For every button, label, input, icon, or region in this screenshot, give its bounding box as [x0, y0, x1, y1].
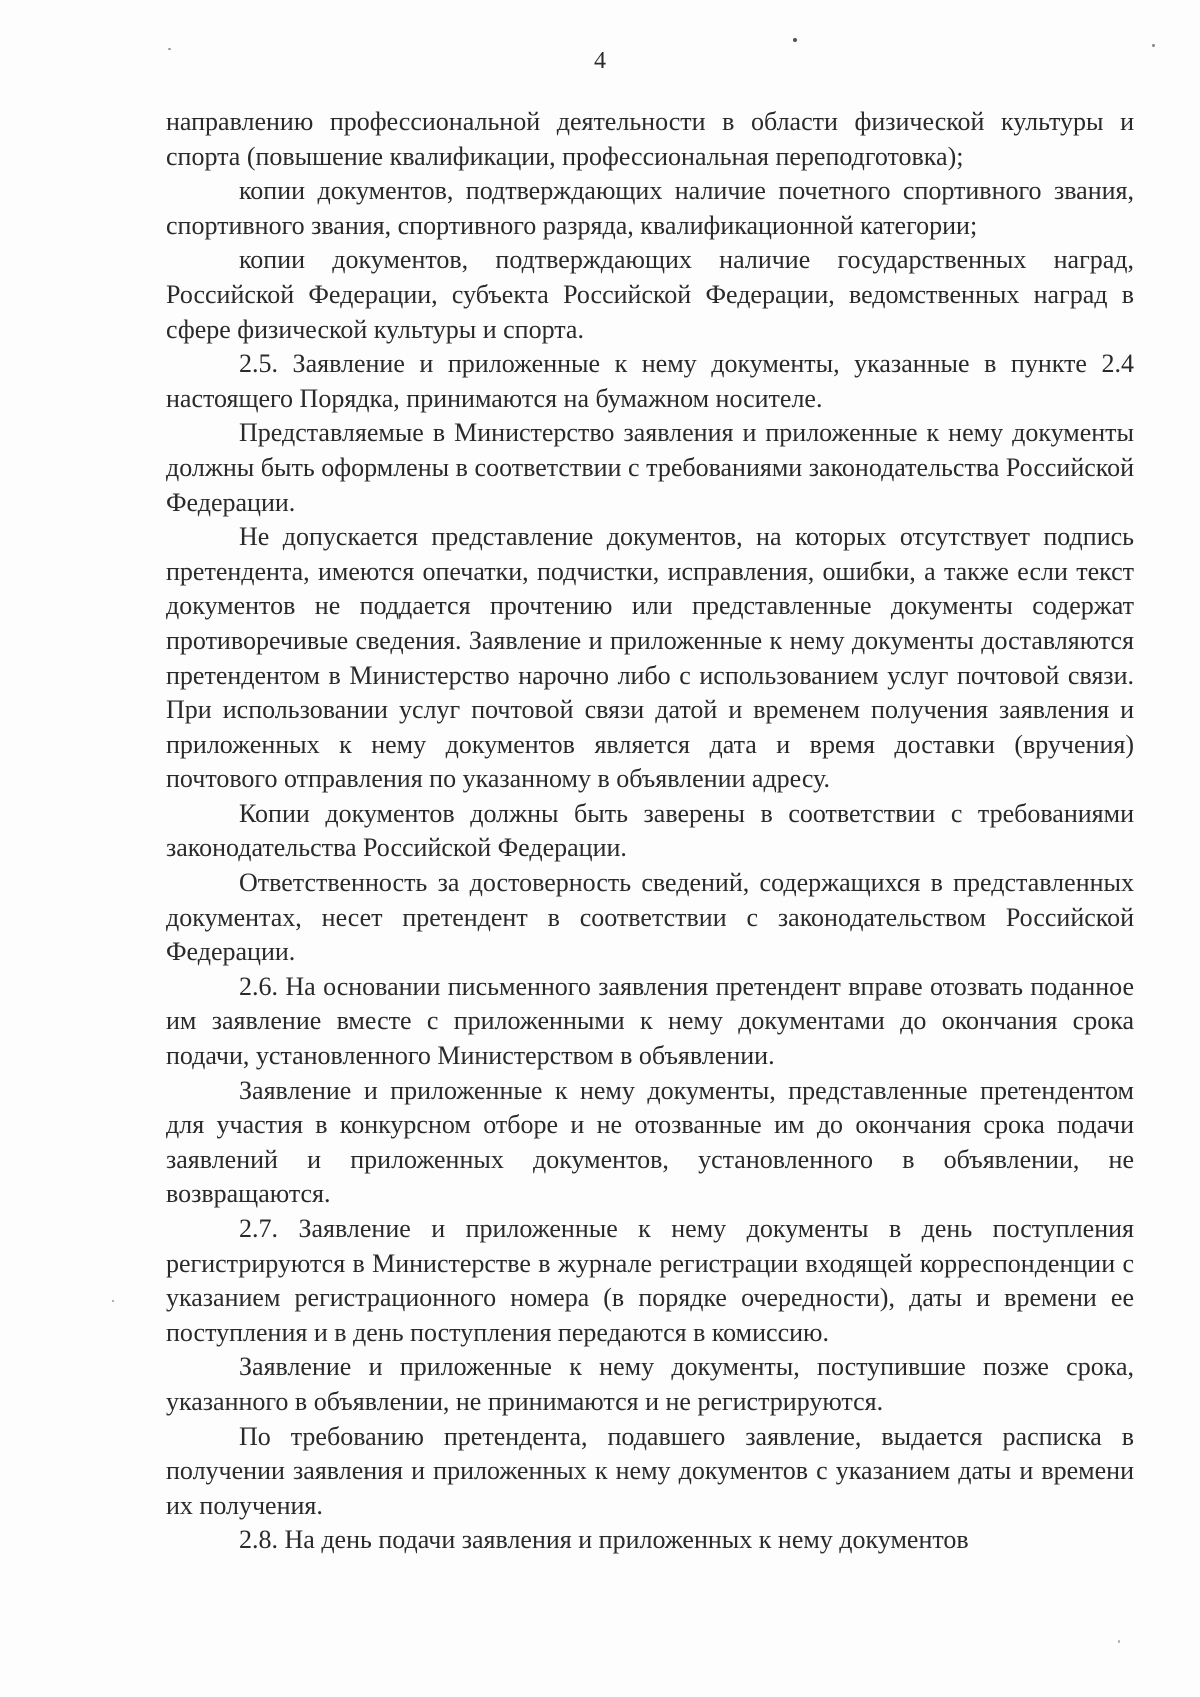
paragraph-continuation: направлению профессиональной деятельности в области физической культуры и спорта (повышение квалификации, профессиональная переподготовка); — [166, 107, 1134, 171]
paragraph-documents-format: Представляемые в Министерство заявления и приложенные к нему документы должны быть оформлены в соответствии с требованиями законодательства Российской Федерации. — [166, 418, 1134, 517]
page-number: 4 — [594, 48, 606, 74]
paragraph-copies-certified: Копии документов должны быть заверены в соответствии с требованиями законодательства Российской Федерации. — [166, 798, 1134, 863]
paragraph-late-submission: Заявление и приложенные к нему документы, поступившие позже срока, указанного в объявлении, не принимаются и не регистрируются. — [166, 1352, 1134, 1416]
paragraph-2-6: 2.6. На основании письменного заявления претендент вправе отозвать поданное им заявление вместе с приложенными к нему документами до окончания срока подачи, установленного Министерством в объявлении. — [166, 971, 1134, 1071]
paragraph-not-allowed: Не допускается представление документов, на которых отсутствует подпись претендента, имеются опечатки, подчистки, исправления, ошибки, а также если текст документов не поддается прочтению или представленные документы содержат противоречивые сведения. Заявление и приложенные к нему документы доставляются претендентом в Министерство нарочно либо с использованием услуг почтовой связи. При использовании услуг почтовой связи датой и временем получения заявления и приложенных к нему документов является дата и время доставки (вручения) почтового отправления по указанному в объявлении адресу. — [166, 522, 1134, 794]
paragraph-responsibility: Ответственность за достоверность сведений, содержащихся в представленных документах, несет претендент в соответствии с законодательством Российской Федерации. — [166, 868, 1134, 967]
scan-speck — [112, 1300, 114, 1302]
paragraph-2-7: 2.7. Заявление и приложенные к нему документы в день поступления регистрируются в Министерстве в журнале регистрации входящей корреспонденции с указанием регистрационного номера (в порядке очередности), даты и времени ее поступления и в день поступления передаются в комиссию. — [166, 1214, 1134, 1347]
paragraph-sports-titles: копии документов, подтверждающих наличие почетного спортивного звания, спортивного звания, спортивного разряда, квалификационной категории; — [166, 176, 1134, 240]
scan-speck — [168, 48, 171, 50]
paragraph-2-8: 2.8. На день подачи заявления и приложенных к нему документов — [239, 1525, 969, 1555]
scan-speck — [1118, 1640, 1120, 1643]
scan-speck — [793, 38, 797, 42]
paragraph-receipt: По требованию претендента, подавшего заявление, выдается расписка в получении заявления и приложенных к нему документов с указанием даты и времени их получения. — [166, 1421, 1134, 1520]
paragraph-2-5: 2.5. Заявление и приложенные к нему документы, указанные в пункте 2.4 настоящего Порядка, принимаются на бумажном носителе. — [166, 349, 1134, 413]
scan-speck — [1152, 44, 1155, 47]
paragraph-not-returned: Заявление и приложенные к нему документы, представленные претендентом для участия в конкурсном отборе и не отозванные им до окончания срока подачи заявлений и приложенных документов, установленного в объявлении, не возвращаются. — [166, 1075, 1134, 1209]
document-body — [166, 105, 1134, 1558]
paragraph-state-awards: копии документов, подтверждающих наличие государственных наград, Российской Федерации, субъекта Российской Федерации, ведомственных наград в сфере физической культуры и спорта. — [166, 245, 1134, 344]
